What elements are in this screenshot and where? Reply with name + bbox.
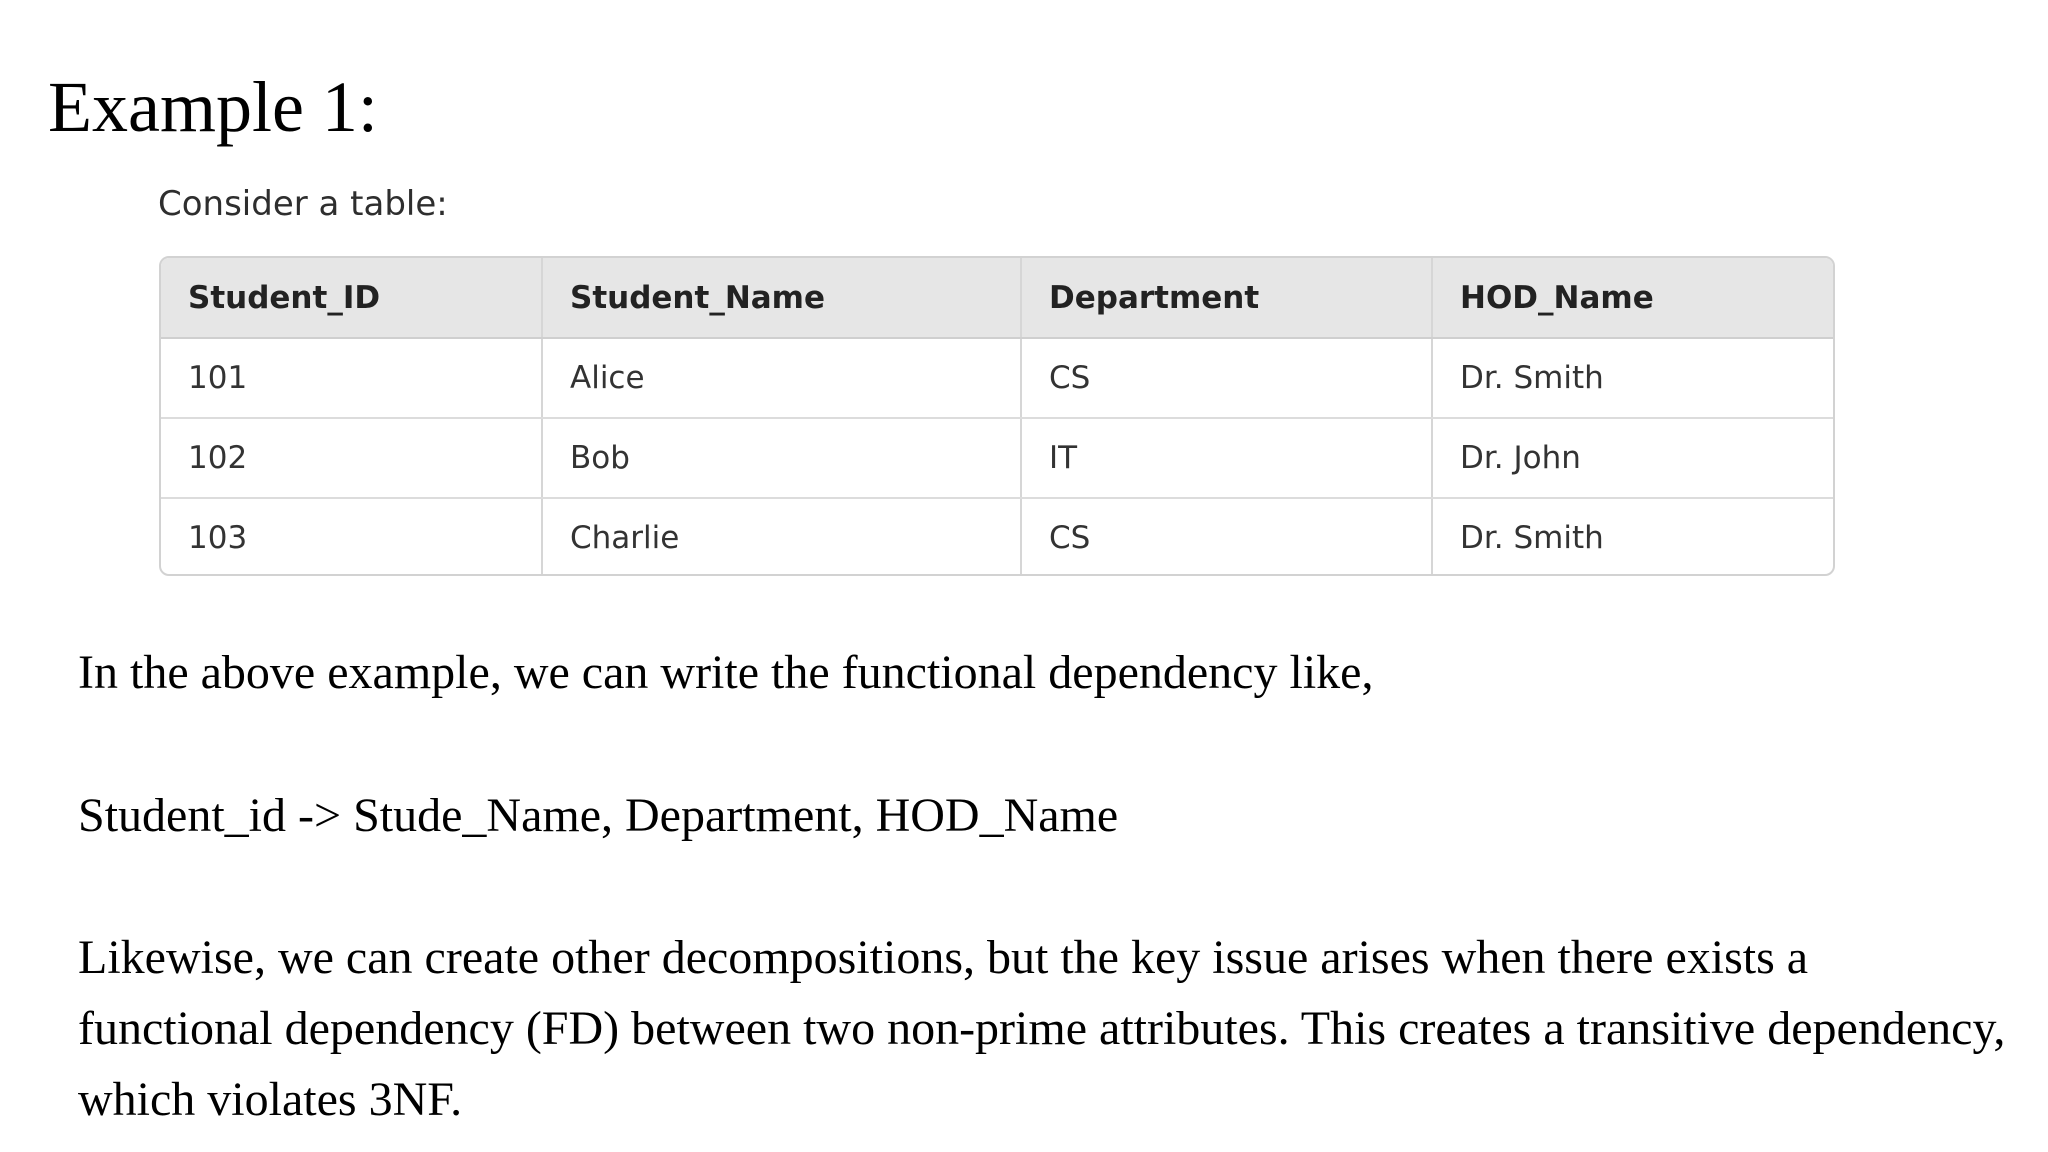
column-header-hod-name: HOD_Name [1432, 258, 1833, 338]
cell-department: CS [1021, 498, 1432, 576]
student-table [161, 258, 1833, 576]
cell-department: CS [1021, 338, 1432, 418]
example-heading: Example 1: [48, 67, 378, 147]
cell-student-name: Alice [542, 338, 1021, 418]
table-header-row [161, 258, 1833, 338]
explanation-paragraph: In the above example, we can write the functional dependency like, [78, 646, 1374, 699]
cell-student-name: Charlie [542, 498, 1021, 576]
column-header-student-name: Student_Name [542, 258, 1021, 338]
cell-student-name: Bob [542, 418, 1021, 498]
cell-department: IT [1021, 418, 1432, 498]
column-header-department: Department [1021, 258, 1432, 338]
cell-hod-name: Dr. John [1432, 418, 1833, 498]
transitive-dependency-paragraph: Likewise, we can create other decompositions, but the key issue arises when there exists a functional dependency (FD) between two non-prime attributes. This creates a transitive dependency, which violates 3NF. [78, 931, 2006, 1126]
cell-student-id: 101 [161, 338, 542, 418]
cell-hod-name: Dr. Smith [1432, 338, 1833, 418]
table-row [161, 338, 1833, 418]
functional-dependency-line: Student_id -> Stude_Name, Department, HOD_Name [78, 789, 1119, 842]
table-row [161, 418, 1833, 498]
cell-student-id: 102 [161, 418, 542, 498]
cell-student-id: 103 [161, 498, 542, 576]
cell-hod-name: Dr. Smith [1460, 520, 1604, 556]
table-row [161, 498, 1833, 576]
column-header-student-id: Student_ID [161, 258, 542, 338]
student-table-container [159, 256, 1835, 576]
intro-text: Consider a table: [158, 184, 448, 224]
